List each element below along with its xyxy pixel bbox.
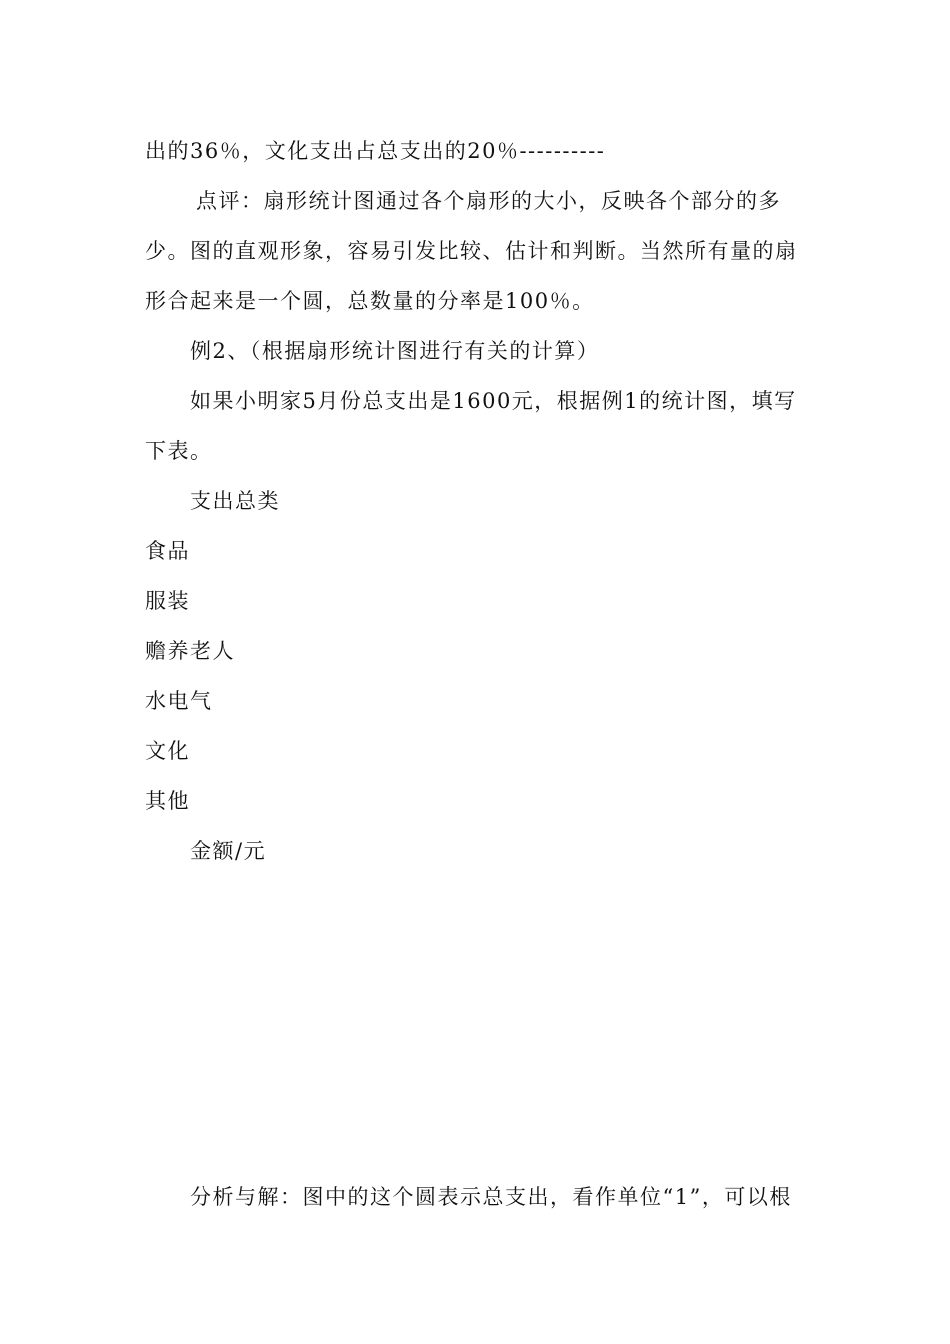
problem-line-2: 下表。 (145, 439, 213, 463)
table-row-label: 其他 (145, 789, 190, 813)
comment-paragraph-line-2: 少。图的直观形象，容易引发比较、估计和判断。当然所有量的扇 (145, 239, 798, 263)
table-header-category: 支出总类 (190, 489, 280, 513)
table-row-label: 服装 (145, 589, 190, 613)
problem-line-1: 如果小明家5月份总支出是1600元，根据例1的统计图，填写 (190, 389, 797, 413)
table-header-amount: 金额/元 (190, 839, 267, 863)
example-heading: 例2、（根据扇形统计图进行有关的计算） (190, 339, 600, 363)
comment-paragraph-line-3: 形合起来是一个圆，总数量的分率是100％。 (145, 289, 595, 313)
comment-paragraph-line-1: 点评：扇形统计图通过各个扇形的大小，反映各个部分的多 (196, 189, 781, 213)
table-row-label: 水电气 (145, 689, 213, 713)
table-row-label: 食品 (145, 539, 190, 563)
table-row-label: 文化 (145, 739, 190, 763)
analysis-paragraph-line-1: 分析与解：图中的这个圆表示总支出，看作单位“1”，可以根 (190, 1185, 792, 1209)
table-row-label: 赡养老人 (145, 639, 235, 663)
text-line-1: 出的36％，文化支出占总支出的20％---------- (145, 139, 606, 163)
